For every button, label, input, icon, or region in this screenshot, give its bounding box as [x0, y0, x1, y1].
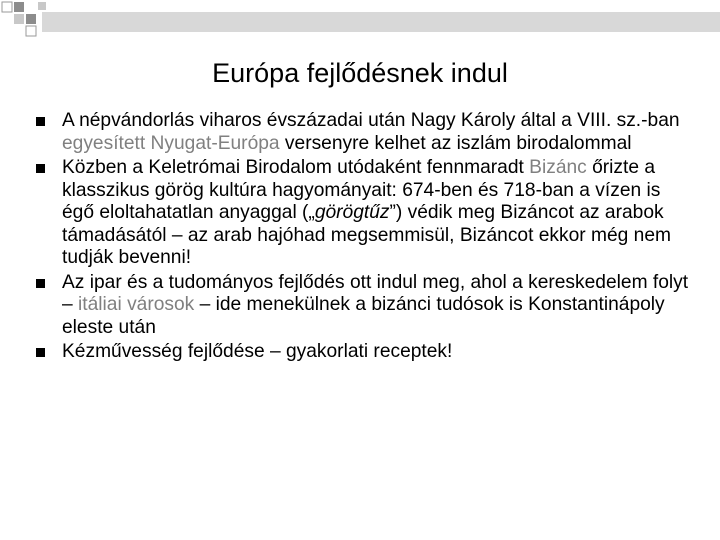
bullet-text: Kézművesség fejlődése – gyakorlati receptek!	[62, 341, 453, 362]
decor-square	[26, 14, 36, 24]
bullet-text: Az ipar és a tudományos fejlődés ott indul meg, ahol a kereskedelem folyt –	[62, 271, 689, 315]
decor-square	[14, 2, 24, 12]
bullet-item	[36, 110, 696, 155]
header-decoration	[0, 0, 720, 50]
bullet-square-icon	[36, 117, 45, 126]
bullet-item	[36, 341, 696, 364]
decor-square	[26, 26, 36, 36]
decor-square	[2, 2, 12, 12]
bullet-text: őrizte a klasszikus görög kultúra hagyományait: 674-ben és 718-ban a vízen is égő eloltahatatlan anyaggal („	[62, 157, 661, 223]
bullet-square-icon	[36, 348, 45, 357]
bullet-text: ”) védik meg Bizáncot az arabok támadásától – az arab hajóhad megsemmisül, Bizáncot ekkor még nem tudják bevenni!	[62, 202, 671, 268]
bullet-item	[36, 157, 696, 270]
bullet-item	[36, 272, 696, 340]
slide-title: Európa fejlődésnek indul	[212, 58, 508, 88]
bullet-text: A népvándorlás viharos évszázadai után Nagy Károly által a VIII. sz.-ban	[62, 110, 680, 131]
bullet-square-icon	[36, 164, 45, 173]
bullet-text: – ide menekülnek a bizánci tudósok is Konstantinápoly eleste után	[62, 294, 665, 338]
highlighted-term: itáliai városok	[78, 294, 195, 315]
header-band	[42, 12, 720, 32]
bullet-text: versenyre kelhet az iszlám birodalommal	[279, 132, 632, 154]
decor-square	[38, 2, 46, 10]
decor-square	[14, 14, 24, 24]
bullet-text: Közben a Keletrómai Birodalom utódaként fennmaradt	[62, 157, 530, 178]
highlighted-term: egyesített Nyugat-Európa	[62, 132, 280, 154]
highlighted-term: Bizánc	[529, 157, 587, 178]
italic-term: görögtűz	[314, 202, 390, 223]
bullet-list	[36, 110, 696, 366]
bullet-square-icon	[36, 279, 45, 288]
